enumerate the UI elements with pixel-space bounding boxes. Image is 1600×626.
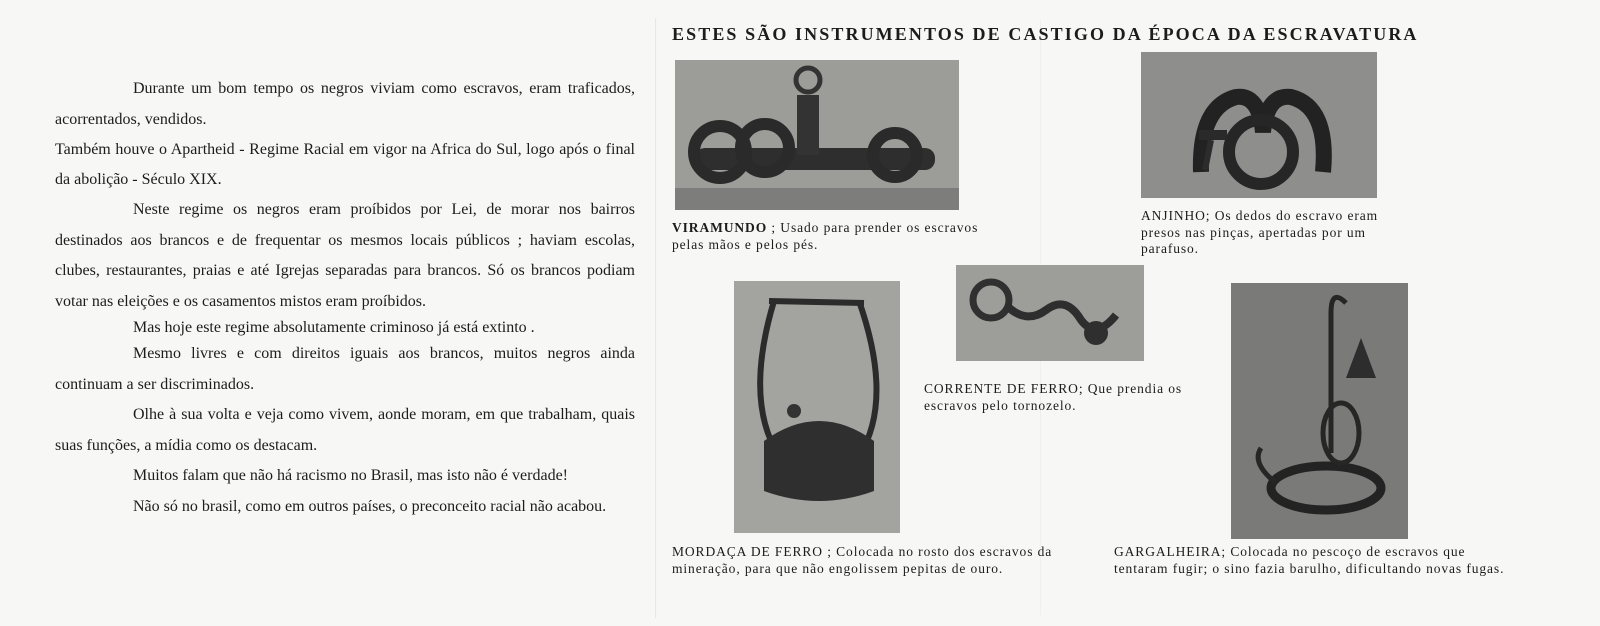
- viramundo-name: VIRAMUNDO: [672, 220, 768, 235]
- corrente-de-ferro-name: CORRENTE DE FERRO: [924, 381, 1079, 396]
- anjinho-caption: [1141, 208, 1411, 258]
- paragraph-3: Neste regime os negros eram proíbidos por Lei, de morar nos bairros destinados aos brancos e de frequentar os mesmos locais públicos ; haviam escolas, clubes, restaurantes, praias e até Igrejas separadas para brancos. Só os brancos podiam votar nas eleições e os casamentos mistos eram proíbidos.: [55, 201, 635, 310]
- paragraph-2: Também houve o Apartheid - Regime Racial em vigor na Africa do Sul, logo após o final da abolição - Século XIX.: [55, 141, 635, 188]
- paragraph-7: Muitos falam que não há racismo no Brasil, mas isto não é verdade!: [133, 467, 568, 484]
- viramundo-caption: [672, 220, 982, 253]
- gargalheira-name: GARGALHEIRA: [1114, 544, 1222, 559]
- mordaca-de-ferro-caption: [672, 544, 1072, 577]
- anjinho-desc: ; Os dedos do escravo eram presos nas pinças, apertadas por um parafuso.: [1141, 208, 1379, 256]
- gargalheira-caption: [1114, 544, 1514, 577]
- mordaca-de-ferro-desc: ; Colocada no rosto dos escravos da mineração, para que não engolissem pepitas de ouro.: [672, 544, 1053, 576]
- paragraph-5: Mesmo livres e com direitos iguais aos brancos, muitos negros ainda continuam a ser discriminados.: [55, 345, 635, 393]
- left-page-text: [55, 74, 635, 522]
- viramundo-desc: ; Usado para prender os escravos pelas mãos e pelos pés.: [672, 220, 979, 252]
- page-fold: [655, 18, 657, 618]
- mordaca-de-ferro-photo: [734, 281, 900, 533]
- corrente-de-ferro-desc: ; Que prendia os escravos pelo tornozelo.: [924, 381, 1183, 413]
- anjinho-name: ANJINHO: [1141, 208, 1206, 223]
- paragraph-1: Durante um bom tempo os negros viviam como escravos, eram traficados, acorrentados, vendidos.: [55, 80, 635, 128]
- paragraph-8: Não só no brasil, como em outros países, o preconceito racial não acabou.: [133, 497, 607, 515]
- paragraph-6: Olhe à sua volta e veja como vivem, aonde moram, em que trabalham, quais suas funções, a mídia como os destacam.: [55, 406, 635, 454]
- mordaca-de-ferro-name: MORDAÇA DE FERRO: [672, 544, 823, 559]
- gargalheira-photo: [1231, 283, 1408, 539]
- gargalheira-desc: ; Colocada no pescoço de escravos que tentaram fugir; o sino fazia barulho, dificultando novas fugas.: [1114, 544, 1505, 576]
- corrente-de-ferro-caption: [924, 381, 1214, 414]
- panel-title: ESTES SÃO INSTRUMENTOS DE CASTIGO DA ÉPOCA DA ESCRAVATURA: [672, 24, 1419, 44]
- viramundo-photo: [675, 60, 959, 210]
- corrente-de-ferro-photo: [956, 265, 1144, 361]
- paragraph-4: Mas hoje este regime absolutamente criminoso já está extinto .: [133, 319, 535, 336]
- anjinho-photo: [1141, 52, 1377, 198]
